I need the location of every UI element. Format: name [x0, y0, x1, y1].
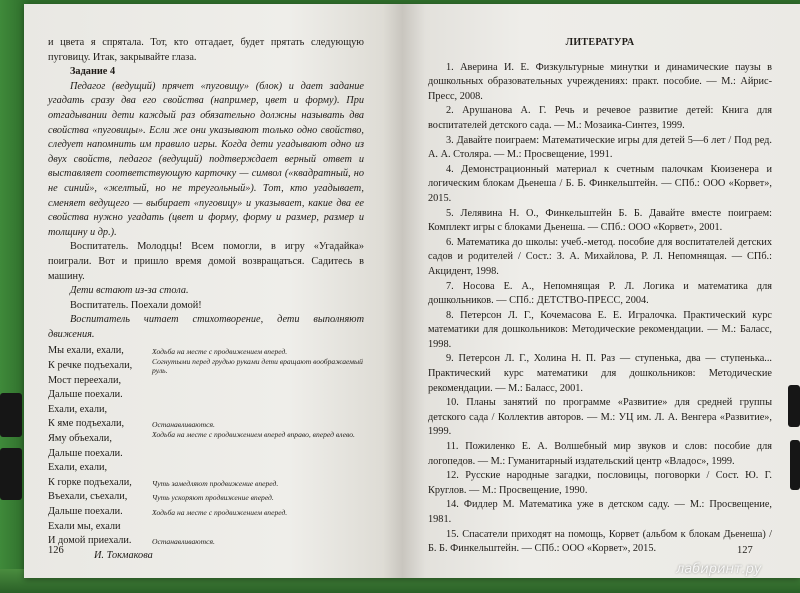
- reference-item: 2. Арушанова А. Г. Речь и речевое развитие детей: Книга для воспитателей детского сада. — М.: Мозаика-Синтез, 1999.: [428, 105, 772, 131]
- reference-item: 10. Планы занятий по программе «Развитие» для средней группы детского сада / Коллектив авторов. — М.: УЦ им. Л. А. Венгера «Развитие», 1999.: [428, 397, 772, 438]
- poem-line: Яму объехали,: [48, 433, 112, 445]
- poem-row: [48, 388, 364, 403]
- left-page-text: [48, 36, 364, 563]
- paragraph: Воспитатель. Поехали домой!: [70, 299, 202, 311]
- poem-row: [48, 432, 364, 447]
- poem-stage-note: Останавливаются.: [152, 420, 215, 430]
- paragraph: Задание 4: [70, 66, 116, 78]
- poem-row: [48, 461, 364, 476]
- poem-line: Мы ехали, ехали,: [48, 345, 124, 357]
- reference-item: 15. Спасатели приходят на помощь, Корвет (альбом к блокам Дьенеша) / Б. Б. Финкельштейн. — СПб.: ООО «Корвет», 2015.: [428, 528, 772, 555]
- poem-row: [48, 359, 364, 374]
- reference-item: 9. Петерсон Л. Г., Холина Н. П. Раз — ступенька, два — ступенька... Практический курс математики для дошкольников: Методические рекомендации. — М.: Баласс, 2001.: [428, 353, 772, 394]
- right-page-text: [428, 36, 772, 557]
- poem-line: Дальше поехали.: [48, 447, 123, 459]
- poem-row: [48, 403, 364, 418]
- poem-row: [48, 374, 364, 389]
- poem-line: Въехали, съехали,: [48, 491, 128, 503]
- poem-row: [48, 520, 364, 535]
- reference-item: 1. Аверина И. Е. Физкультурные минутки и динамические паузы в дошкольных образовательных учреждениях: практ. пособие. — М.: Айрис-Пресс, 2008.: [428, 61, 772, 102]
- poem-row: [48, 476, 364, 491]
- poem-row: [48, 447, 364, 462]
- poem-line: Ехали, ехали,: [48, 462, 108, 474]
- reference-item: 7. Носова Е. А., Непомнящая Р. Л. Логика и математика для дошкольников. — СПб.: ДЕТСТВО-ПРЕСС, 2004.: [428, 280, 772, 307]
- poem-line: Ехали, ехали,: [48, 403, 108, 415]
- binder-clip: [0, 393, 22, 437]
- reference-item: 11. Пожиленко Е. А. Волшебный мир звуков и слов: пособие для логопедов. — М.: Гуманитарный издательский центр «Владос», 1999.: [428, 441, 772, 467]
- left-paragraphs: [48, 36, 364, 342]
- poem-line: К яме подъехали,: [48, 418, 125, 430]
- page-number-left: 126: [48, 545, 64, 556]
- page-number-right: 127: [737, 545, 753, 556]
- poem-line: Мост переехали,: [48, 374, 122, 386]
- poem-stage-note: Согнутыми перед грудью руками дети вращают воображаемый руль.: [152, 357, 363, 376]
- poem-line: К речке подъехали,: [48, 360, 133, 372]
- binder-clip: [790, 440, 800, 490]
- watermark: лабиринт.ру: [676, 562, 762, 577]
- reference-item: 3. Давайте поиграем: Математические игры для детей 5—6 лет / Под ред. А. А. Столяра. — М.: Просвещение, 1991.: [428, 134, 772, 161]
- poem-stage-note: Ходьба на месте с продвижением вперед.: [152, 347, 288, 357]
- poem: [48, 344, 364, 548]
- reference-item: 4. Демонстрационный материал к счетным палочкам Кюизенера и логическим блокам Дьенеша / Б. Б. Финкельштейн. — СПб.: ООО «Корвет», 2015.: [428, 163, 772, 204]
- poem-row: [48, 534, 364, 549]
- binder-clip: [0, 448, 22, 500]
- poem-line: И домой приехали.: [48, 535, 132, 547]
- poem-line: Ехали мы, ехали: [48, 520, 121, 532]
- poem-stage-note: Чуть ускоряют продвижение вперед.: [152, 493, 274, 503]
- reference-item: 5. Лелявина Н. О., Финкельштейн Б. Б. Давайте вместе поиграем: Комплект игры с блоками Дьенеша. — СПб.: ООО «Корвет», 2001.: [428, 207, 772, 234]
- poem-stage-note: Ходьба на месте с продвижением вперед вправо, вперед влево.: [152, 430, 355, 440]
- paragraph: Педагог (ведущий) прячет «пуговицу» (блок) и дает задание угадать сразу два его свойства (например, цвет и форму). При отгадывании дети каждый раз обязательно должны называть два свойства «пуговицы». Если же они указывают только одно свойство, следует напомнить им правило игры. Когда дети угадывают одно из двух свойств, педагог (ведущий) подтверждает верный ответ и выставляет соответствующую карточку — символ («квадратный, но не синий», «желтый, но не треугольный»). Тот, кто угадывает, сменяет ведущего — выбирает «пуговицу» и указывает, какие два ее свойства нужно угадать (цвет и форму, форму и размер, размер и толщину и др.).: [48, 80, 364, 238]
- reference-item: 12. Русские народные загадки, пословицы, поговорки / Сост. Ю. Г. Круглов. — М.: Просвещение, 1990.: [428, 470, 772, 496]
- poem-stage-note: Чуть замедляют продвижение вперед.: [152, 478, 279, 488]
- poem-line: Дальше поехали.: [48, 389, 123, 401]
- poem-author: И. Токмакова: [94, 549, 153, 561]
- paragraph: Воспитатель читает стихотворение, дети выполняют движения.: [48, 314, 364, 340]
- poem-stage-note: Останавливаются.: [152, 536, 215, 546]
- poem-stage-note: Ходьба на месте с продвижением вперед.: [152, 507, 288, 517]
- binder-clip: [788, 385, 800, 427]
- poem-line: Дальше поехали.: [48, 506, 123, 517]
- poem-row: [48, 490, 364, 505]
- reference-item: 14. Фидлер М. Математика уже в детском саду. — М.: Просвещение, 1981.: [428, 499, 772, 525]
- reference-list: [428, 61, 772, 557]
- paragraph: Воспитатель. Молодцы! Всем помогли, в игру «Угадайка» поиграли. Вот и пришло время домой возвращаться. Садитесь в машину.: [48, 241, 364, 282]
- reference-item: 8. Петерсон Л. Г., Кочемасова Е. Е. Игралочка. Практический курс математики для дошкольников: Методические рекомендации. — М.: Баласс, 1998.: [428, 309, 772, 350]
- reference-item: 6. Математика до школы: учеб.-метод. пособие для воспитателей детских садов и родителей / Сост.: З. А. Михайлова, Р. Л. Непомнящая. — СПб.: Акцидент, 1998.: [428, 236, 772, 277]
- literature-title: ЛИТЕРАТУРА: [565, 37, 635, 48]
- poem-row: [48, 505, 364, 520]
- paragraph: и цвета я спрятала. Тот, кто отгадает, будет прятать следующую пуговицу. Итак, закрывайте глаза.: [48, 37, 364, 63]
- poem-line: К горке подъехали,: [48, 476, 132, 488]
- paragraph: Дети встают из-за стола.: [70, 285, 189, 297]
